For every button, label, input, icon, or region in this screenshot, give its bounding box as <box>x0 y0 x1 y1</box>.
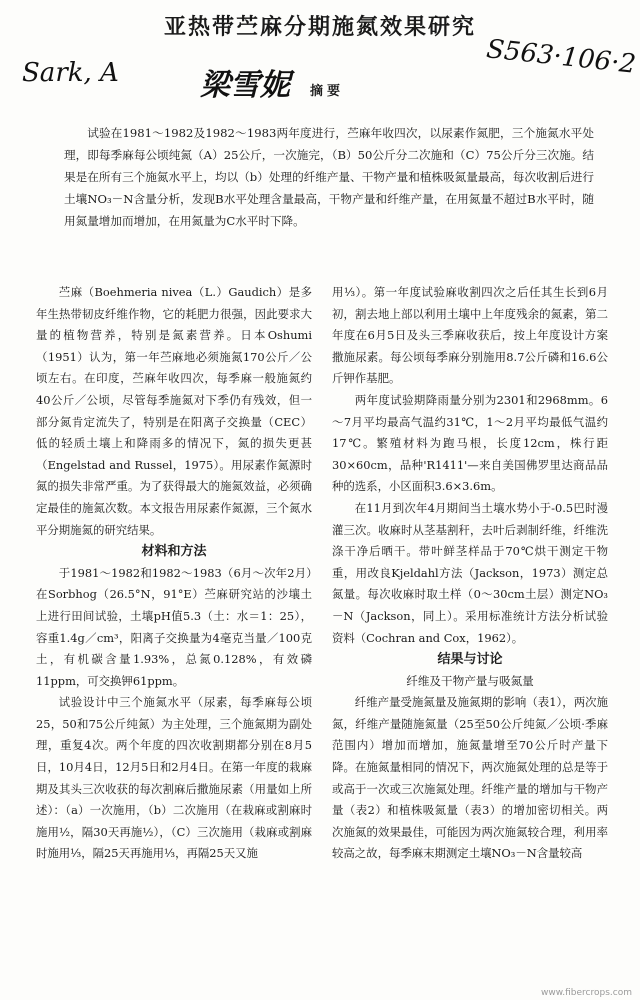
methods-paragraph-2: 试验设计中三个施氮水平（尿素，每季麻每公顷25，50和75公斤纯氮）为主处理，三个施氮期为副处理，重复4次。两个年度的四次收割期都分别在8月5日，10月4日，12月5日和2月4日。在第一年度的栽麻期及其头三次收获的每次割麻后撒施尿素（用量如上所述）：（a）一次施用，（b）二次施用（在栽麻或割麻时施用½，隔30天再施½），（C）三次施用（栽麻或割麻时施用⅓，隔25天再施用⅓，再隔25天又施 <box>36 695 312 861</box>
climate-paragraph: 两年度试验期降雨量分别为2301和2968mm。6～7月平均最高气温约31℃，1～2月平均最低气温约17℃。繁殖材料为跑马根，长度12cm，株行距30×60cm，品种'R1411'—来自美国佛罗里达商品品种的选系，小区面积3.6×3.6m。 <box>332 392 608 494</box>
intro-paragraph: 苎麻（Boehmeria nivea（L.）Gaudich）是多年生热带韧皮纤维作物，它的耗肥力很强，因此要求大量的植物营养，特别是氮素营养。日本Oshumi（1951）认为，第一年苎麻地必须施氮170公斤／公顷左右。在印度，苎麻年收四次，每季麻一般施氮约40公斤／公顷，尽管每季施氮对下季仍有残效，但一部分氮肯定流失了，特别是在阳离子交换量（CEC）低的轻质土壤上和降雨多的情况下，氮的损失更甚（Engelstad and Russel，1975）。用尿素作氮源时氮的损失非常严重。为了获得最大的施氮效益，必须确定最佳的施氮次数。本文报告用尿素作氮源，三个氮水平分期施氮的研究结果。 <box>36 285 312 537</box>
results-paragraph: 纤维产量受施氮量及施氮期的影响（表1），两次施氮，纤维产量随施氮量（25至50公斤纯氮／公顷·季麻范围内）增加而增加，施氮量增至70公斤时产量下降。在施氮量相同的情况下，两次施氮处理的总是等于或高于一次或三次施氮处理。纤维产量的增加与干物产量（表2）和植株吸氮量（表3）的增加密切相关。两次施氮的效果最佳，可能因为两次施氮较合理，利用率较高之故，每季麻末期测定土壤NO₃－N含量较高 <box>332 695 608 861</box>
handwritten-author-chinese: 梁雪妮 <box>200 68 290 103</box>
left-column <box>36 282 312 865</box>
results-subheading: 纤维及干物产量与吸氮量 <box>406 673 534 688</box>
abstract-text: 试验在1981～1982及1982～1983两年度进行，苎麻年收四次，以尿素作氮肥，三个施氮水平处理，即每季麻每公顷纯氮（A）25公斤，一次施完，（B）50公斤分二次施和（C）75公斤分三次施。结果是在所有三个施氮水平上，均以（b）处理的纤维产量、干物产量和植株吸氮量最高，每次收割后进行土壤NO₃－N含量分析，发现B水平处理含量最高，干物产量和纤维产量，在用氮量不超过B水平时，随用氮量增加而增加，在用氮量为C水平时下降。 <box>64 126 594 228</box>
results-heading: 结果与讨论 <box>437 652 503 668</box>
methods-paragraph-1: 于1981～1982和1982～1983（6月～次年2月）在Sorbhog（26.5°N，91°E）苎麻研究站的沙壤土上进行田间试验，土壤pH值5.3（土：水＝1：25），容重1.4g／cm³，阳离子交换量为4毫克当量／100克土，有机碳含量1.93%，总氮0.128%，有效磷11ppm，可交换钾61ppm。 <box>36 565 312 688</box>
handwritten-author-latin: Sark, A <box>22 58 119 88</box>
abstract-label: 摘要 <box>310 84 345 99</box>
paper-title: 亚热带苎麻分期施氮效果研究 <box>163 14 476 40</box>
irrigation-paragraph: 在11月到次年4月期间当土壤水势小于-0.5巴时漫灌三次。收麻时从茎基割秆，去叶后剥制纤维，纤维洗涤干净后晒干。带叶鲜茎样品于70℃烘干测定干物重，用改良Kjeldahl方法（Jackson，1973）测定总氮量。每次收麻时取土样（0～30cm土层）测定NO₃－N（Jackson，同上）。采用标准统计方法分析试验资料（Cochran and Cox，1962）。 <box>332 500 608 645</box>
methods-heading: 材料和方法 <box>141 544 207 560</box>
right-column <box>332 282 608 865</box>
handwritten-catalog-number: S563·106·2 <box>484 34 638 80</box>
methods-continued-paragraph: 用⅓）。第一年度试验麻收割四次之后任其生长到6月初，割去地上部以利用土壤中上年度残余的氮素，第二年度在6月5日及头三季麻收获后，按上年度设计方案撒施尿素。每公顷每季麻分别施用8.7公斤磷和16.6公斤钾作基肥。 <box>332 285 608 386</box>
watermark: www.fibercrops.com <box>541 988 632 998</box>
